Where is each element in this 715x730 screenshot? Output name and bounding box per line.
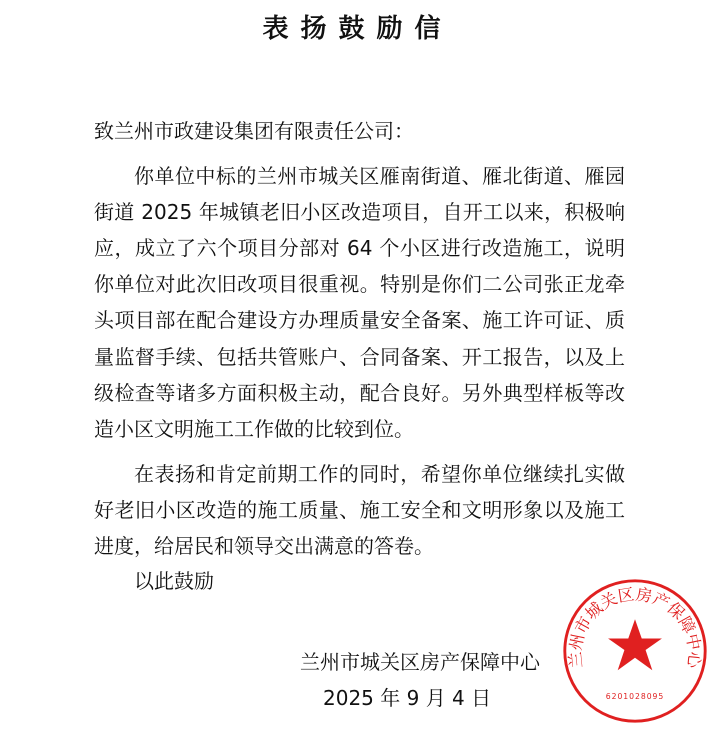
- paragraph-1-line: 你单位对此次旧改项目很重视。特别是你们二公司张正龙牵: [94, 272, 625, 296]
- paragraph-1-line: 街道 2025 年城镇老旧小区改造项目，自开工以来，积极响: [94, 200, 625, 224]
- paragraph-2-line: 进度，给居民和领导交出满意的答卷。: [94, 534, 434, 558]
- seal-number: 6201028095: [605, 692, 665, 702]
- official-seal: [560, 576, 710, 726]
- paragraph-1-line: 造小区文明施工工作做的比较到位。: [94, 417, 414, 441]
- date: 2025 年 9 月 4 日: [323, 686, 492, 710]
- star-icon: [608, 619, 662, 670]
- paragraph-1-line: 头项目部在配合建设方办理质量安全备案、施工许可证、质: [94, 308, 625, 332]
- paragraph-2-line: 好老旧小区改造的施工质量、施工安全和文明形象以及施工: [94, 498, 625, 522]
- paragraph-1-line: 应，成立了六个项目分部对 64 个小区进行改造施工，说明: [94, 236, 625, 260]
- paragraph-2-line: 在表扬和肯定前期工作的同时，希望你单位继续扎实做: [134, 462, 625, 486]
- signature: 兰州市城关区房产保障中心: [300, 650, 540, 674]
- letter-title: 表扬鼓励信: [262, 14, 453, 44]
- paragraph-1-line: 级检查等诸多方面积极主动，配合良好。另外典型样板等改: [94, 381, 625, 405]
- paragraph-1-line: 量监督手续、包括共管账户、合同备案、开工报告，以及上: [94, 345, 625, 369]
- closing: 以此鼓励: [134, 569, 214, 593]
- salutation: 致兰州市政建设集团有限责任公司：: [94, 119, 414, 143]
- seal-text: 兰州市城关区房产保障中心: [565, 584, 705, 670]
- paragraph-1-line: 你单位中标的兰州市城关区雁南街道、雁北街道、雁园: [134, 164, 625, 188]
